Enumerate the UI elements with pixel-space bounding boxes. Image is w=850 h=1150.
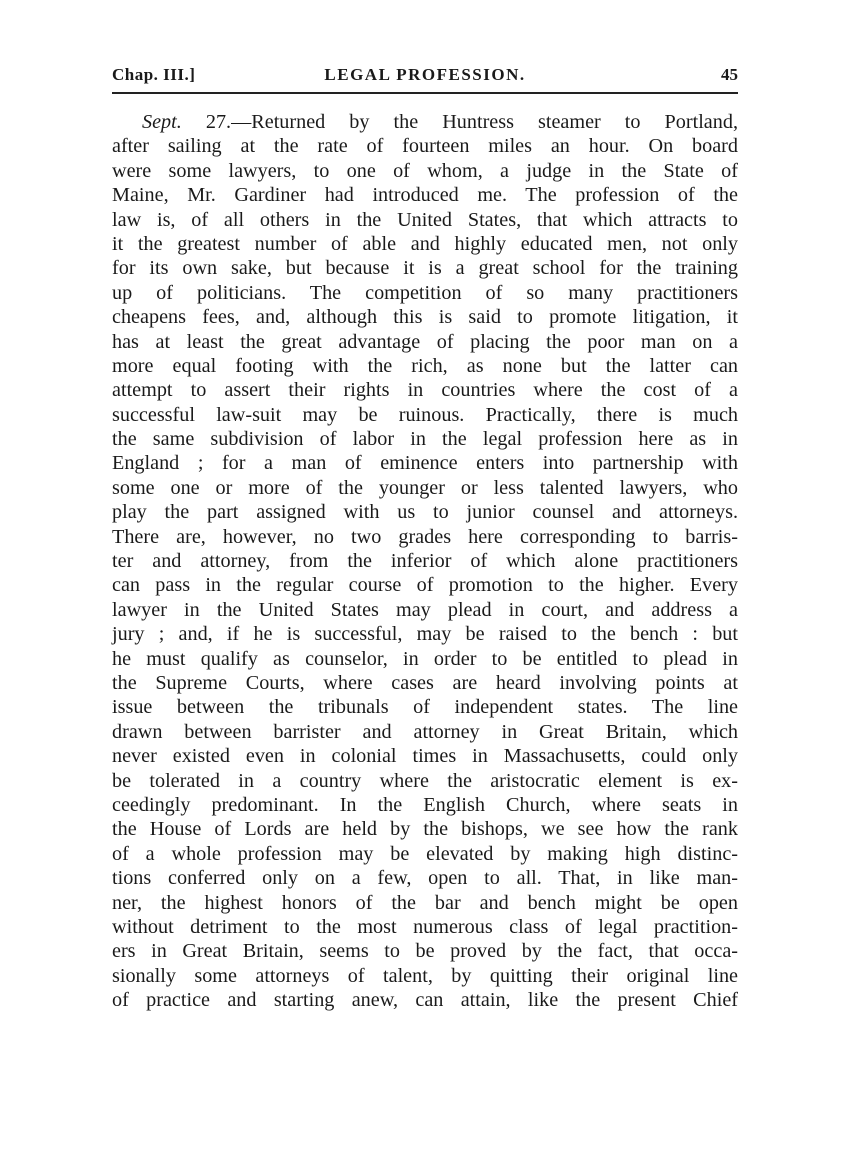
paragraph-line: never existed even in colonial times in Massachusetts, could only (112, 745, 738, 768)
paragraph-line: lawyer in the United States may plead in court, and address a (112, 598, 738, 621)
book-page (112, 62, 738, 1012)
paragraph-line: ter and attorney, from the inferior of which alone practitioners (112, 550, 738, 573)
paragraph-line: tions conferred only on a few, open to all. That, in like man- (112, 867, 738, 890)
paragraph-line: without detriment to the most numerous class of legal practition- (112, 915, 738, 938)
body-paragraph (112, 110, 738, 1012)
paragraph-line: more equal footing with the rich, as none but the latter can (112, 354, 738, 377)
paragraph-line: the House of Lords are held by the bishops, we see how the rank (112, 818, 738, 841)
paragraph-line: the Supreme Courts, where cases are heard involving points at (112, 671, 738, 694)
paragraph-line: has at least the great advantage of placing the poor man on a (112, 330, 738, 353)
paragraph-line: There are, however, no two grades here corresponding to barris- (112, 525, 738, 548)
paragraph-line: ceedingly predominant. In the English Church, where seats in (112, 793, 738, 816)
paragraph-line: the same subdivision of labor in the legal profession here as in (112, 428, 738, 451)
paragraph-line: for its own sake, but because it is a great school for the training (112, 257, 738, 280)
paragraph-line: he must qualify as counselor, in order to be entitled to plead in (112, 647, 738, 670)
paragraph-line: it the greatest number of able and highly educated men, not only (112, 232, 738, 255)
paragraph-line: of a whole profession may be elevated by making high distinc- (112, 842, 738, 865)
running-title: LEGAL PROFESSION. (324, 65, 526, 84)
paragraph-line-first (112, 110, 738, 134)
page-number: 45 (721, 65, 738, 84)
running-head (112, 62, 738, 88)
date-label: Sept. (142, 111, 182, 133)
paragraph-line: of practice and starting anew, can attain, like the present Chief (112, 989, 738, 1012)
chapter-label: Chap. III.] (112, 65, 196, 84)
paragraph-line: issue between the tribunals of independent states. The line (112, 696, 738, 719)
paragraph-line: Maine, Mr. Gardiner had introduced me. The profession of the (112, 184, 738, 207)
paragraph-line: drawn between barrister and attorney in Great Britain, which (112, 720, 738, 743)
paragraph-line: play the part assigned with us to junior counsel and attorneys. (112, 501, 738, 524)
paragraph-line: be tolerated in a country where the aristocratic element is ex- (112, 769, 738, 792)
paragraph-line: sionally some attorneys of talent, by quitting their original line (112, 964, 738, 987)
paragraph-line: after sailing at the rate of fourteen miles an hour. On board (112, 135, 738, 158)
paragraph-line: up of politicians. The competition of so many practitioners (112, 281, 738, 304)
paragraph-line: England ; for a man of eminence enters into partnership with (112, 452, 738, 475)
paragraph-line: ner, the highest honors of the bar and bench might be open (112, 891, 738, 914)
paragraph-line: cheapens fees, and, although this is said to promote litigation, it (112, 306, 738, 329)
paragraph-line: some one or more of the younger or less talented lawyers, who (112, 476, 738, 499)
paragraph-line: can pass in the regular course of promotion to the higher. Every (112, 574, 738, 597)
paragraph-line: law is, of all others in the United States, that which attracts to (112, 208, 738, 231)
header-rule (112, 92, 738, 94)
paragraph-line: attempt to assert their rights in countries where the cost of a (112, 379, 738, 402)
paragraph-line: successful law-suit may be ruinous. Practically, there is much (112, 403, 738, 426)
paragraph-line: were some lawyers, to one of whom, a judge in the State of (112, 159, 738, 182)
paragraph-line: ers in Great Britain, seems to be proved by the fact, that occa- (112, 940, 738, 963)
first-line-text: 27.—Returned by the Huntress steamer to Portland, (181, 111, 738, 133)
paragraph-line: jury ; and, if he is successful, may be raised to the bench : but (112, 623, 738, 646)
